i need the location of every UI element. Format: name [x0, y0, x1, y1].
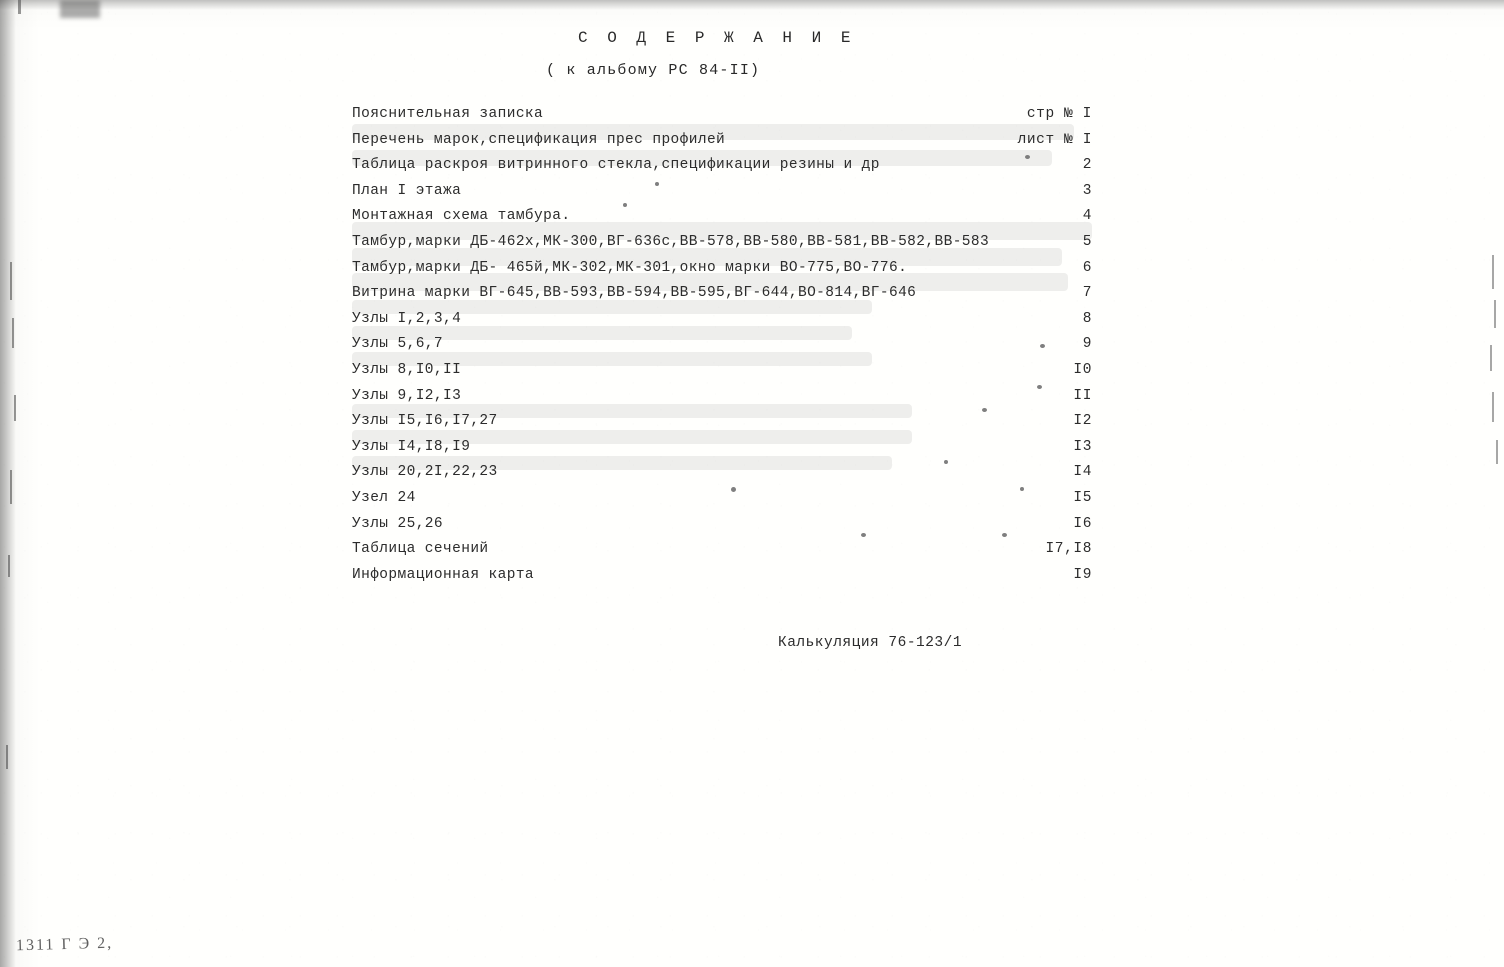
toc-entry-page: I6 [1073, 515, 1092, 532]
toc-entry-label: Узлы 20,2I,22,23 [352, 464, 498, 481]
toc-entry-label: Узлы 5,6,7 [352, 336, 444, 353]
toc-row [352, 285, 1092, 311]
toc-entry-label: Узел 24 [352, 489, 416, 506]
toc-entry-page: I5 [1073, 489, 1092, 506]
toc-entry-label: Узлы 9,I2,I3 [352, 387, 462, 404]
toc-row [352, 362, 1092, 388]
toc-row [352, 157, 1092, 183]
toc-entry-label: Узлы I,2,3,4 [352, 310, 462, 327]
toc-row [352, 490, 1092, 516]
toc-entry-page: 9 [1082, 336, 1092, 353]
toc-entry-label: Таблица раскроя витринного стекла,спецификации резины и др [352, 157, 880, 174]
corner-smudge [60, 0, 100, 18]
page-title: С О Д Е Р Ж А Н И Е [578, 29, 856, 47]
toc-row [352, 541, 1092, 567]
toc-entry-page: 6 [1082, 259, 1092, 276]
toc-row [352, 260, 1092, 286]
toc-entry-page: 8 [1082, 310, 1092, 327]
toc-row [352, 516, 1092, 542]
page-subtitle: ( к альбому РС 84-II) [546, 62, 761, 79]
toc-entry-label: Витрина марки ВГ-645,ВВ-593,ВВ-594,ВВ-595,ВГ-644,ВО-814,ВГ-646 [352, 285, 917, 302]
toc-row [352, 567, 1092, 593]
toc-entry-page: I9 [1073, 566, 1092, 583]
toc-row [352, 208, 1092, 234]
footer-note: Калькуляция 76-123/1 [778, 635, 963, 651]
toc-entry-page: стр № I [1026, 106, 1092, 122]
toc-entry-label: Тамбур,марки ДБ-462х,МК-300,ВГ-636с,ВВ-578,ВВ-580,ВВ-581,ВВ-582,ВВ-583 [352, 233, 990, 250]
toc-entry-page: I0 [1073, 361, 1092, 378]
toc-entry-label: Перечень марок,спецификация прес профилей [352, 131, 726, 148]
toc-entry-label: Узлы 25,26 [352, 515, 444, 532]
toc-entry-label: Информационная карта [352, 566, 535, 583]
toc-entry-page: 7 [1082, 285, 1092, 302]
left-edge-shadow [0, 0, 16, 967]
toc-entry-label: Узлы I4,I8,I9 [352, 438, 471, 455]
toc-row [352, 311, 1092, 337]
toc-row [352, 234, 1092, 260]
toc-entry-label: Узлы 8,I0,II [352, 361, 462, 378]
toc-entry-page: 2 [1082, 157, 1092, 174]
toc-entry-label: Тамбур,марки ДБ- 465й,МК-302,МК-301,окно марки ВО-775,ВО-776. [352, 259, 908, 276]
toc-entry-label: Узлы I5,I6,I7,27 [352, 413, 498, 430]
toc-row [352, 132, 1092, 158]
toc-entry-page: I7,I8 [1045, 541, 1092, 558]
toc-entry-page: I2 [1073, 413, 1092, 430]
toc-entry-page: I4 [1073, 464, 1092, 481]
top-edge-shadow [0, 0, 1504, 10]
toc-entry-page: II [1073, 387, 1092, 404]
toc-entry-page: 3 [1082, 182, 1092, 199]
toc-entry-label: Таблица сечений [352, 541, 489, 558]
toc-row [352, 106, 1092, 132]
toc-entry-page: лист № I [1017, 131, 1092, 148]
table-of-contents [352, 106, 1092, 592]
toc-row [352, 336, 1092, 362]
toc-row [352, 439, 1092, 465]
toc-entry-label: План I этажа [352, 182, 462, 199]
bottom-handwritten-mark: 1311 Г Э 2, [15, 934, 114, 955]
toc-entry-page: 5 [1082, 233, 1092, 250]
toc-row [352, 413, 1092, 439]
toc-row [352, 464, 1092, 490]
toc-entry-label: Монтажная схема тамбура. [352, 208, 571, 225]
toc-entry-label: Пояснительная записка [352, 106, 544, 122]
toc-entry-page: 4 [1082, 208, 1092, 225]
toc-row [352, 388, 1092, 414]
toc-row [352, 183, 1092, 209]
toc-entry-page: I3 [1073, 438, 1092, 455]
